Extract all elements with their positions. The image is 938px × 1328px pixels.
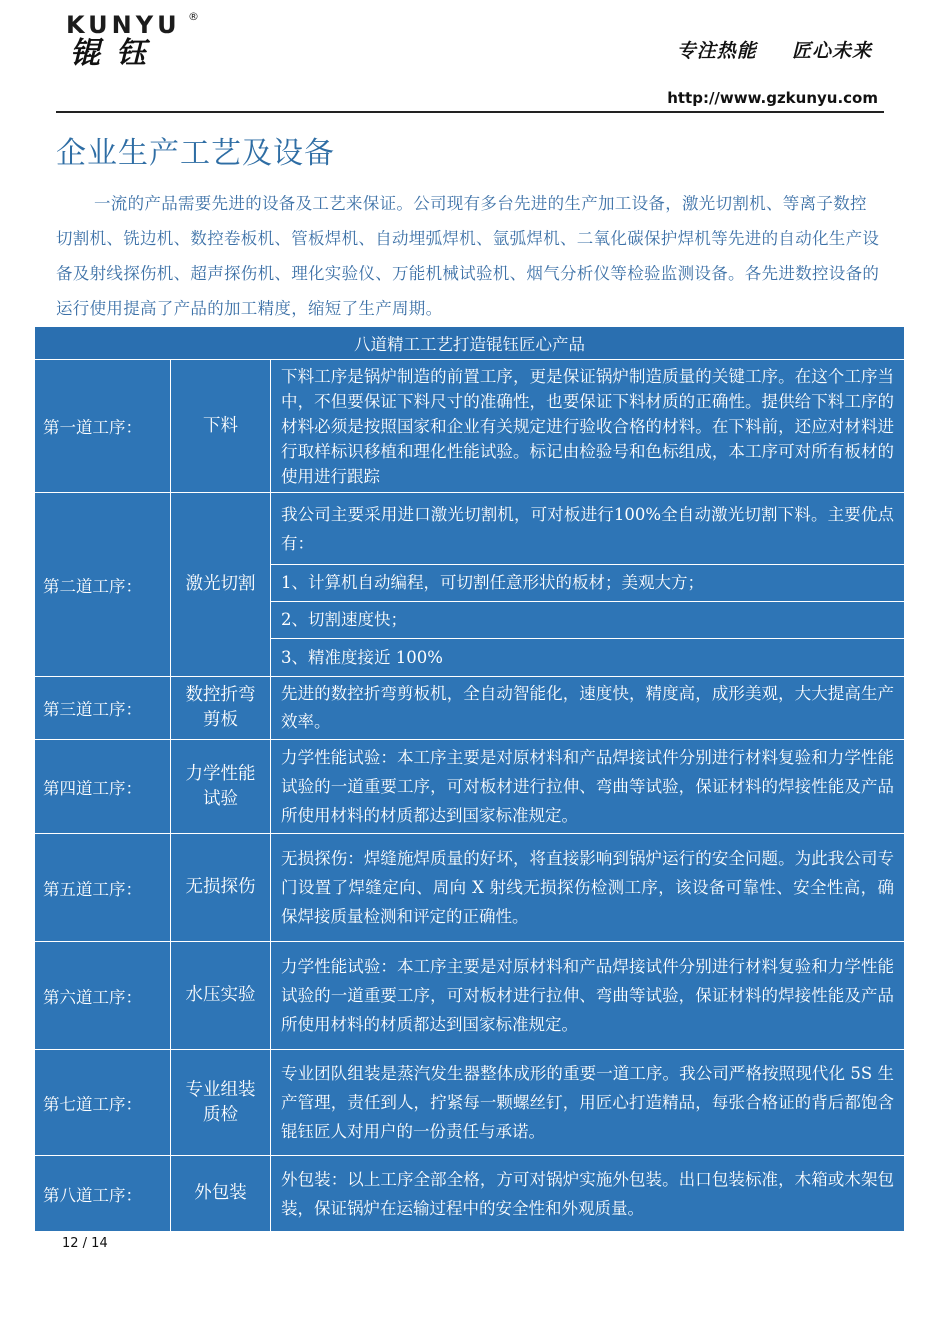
logo-chinese-text: 锟钰 [70,36,162,71]
step-label: 第五道工序： [35,834,171,942]
step-label: 第六道工序： [35,942,171,1050]
table-row [35,1156,905,1232]
website-url[interactable]: http://www.gzkunyu.com [667,89,878,107]
step-label: 第三道工序： [35,677,171,740]
company-logo [66,10,206,72]
header-divider [56,111,884,113]
table-row [35,1050,905,1156]
step-label: 第四道工序： [35,740,171,834]
table-caption-row [35,327,905,360]
step-name: 力学性能试验 [171,740,271,834]
step-description: 下料工序是锅炉制造的前置工序，更是保证锅炉制造质量的关键工序。在这个工序当中，不但要保证下料尺寸的准确性，也要保证下料材质的正确性。提供给下料工序的材料必须是按照国家和企业有关规定进行验收合格的材料。在下料前，还应对材料进行取样标识移植和理化性能试验。标记由检验号和色标组成，本工序可对所有板材的使用进行跟踪 [271,360,905,493]
step-label: 第二道工序： [35,493,171,677]
table-row [35,677,905,740]
step-name: 水压实验 [171,942,271,1050]
company-slogan: 专注热能 匠心未来 [676,40,872,62]
table-row [35,740,905,834]
step-description: 无损探伤：焊缝施焊质量的好坏，将直接影响到锅炉运行的安全问题。为此我公司专门设置了焊缝定向、周向 X 射线无损探伤检测工序，该设备可靠性、安全性高，确保焊接质量检测和评定的正确性。 [271,834,905,942]
step-point: 2、切割速度快； [271,602,905,639]
step-label: 第七道工序： [35,1050,171,1156]
process-table [34,326,905,1232]
step-name: 外包装 [171,1156,271,1232]
step-description: 力学性能试验：本工序主要是对原材料和产品焊接试件分别进行材料复验和力学性能试验的一道重要工序，可对板材进行拉伸、弯曲等试验，保证材料的焊接性能及产品所使用材料的材质都达到国家标准规定。 [271,740,905,834]
step-description: 先进的数控折弯剪板机，全自动智能化，速度快，精度高，成形美观，大大提高生产效率。 [271,677,905,740]
step-name: 数控折弯剪板 [171,677,271,740]
step-name: 激光切割 [171,493,271,677]
table-row [35,942,905,1050]
table-row [35,834,905,942]
step-name: 专业组装质检 [171,1050,271,1156]
step-label: 第八道工序： [35,1156,171,1232]
table-caption: 八道精工工艺打造锟钰匠心产品 [35,327,905,360]
step-description: 力学性能试验：本工序主要是对原材料和产品焊接试件分别进行材料复验和力学性能试验的一道重要工序，可对板材进行拉伸、弯曲等试验，保证材料的焊接性能及产品所使用材料的材质都达到国家标准规定。 [271,942,905,1050]
step-description: 专业团队组装是蒸汽发生器整体成形的重要一道工序。我公司严格按照现代化 5S 生产管理，责任到人，拧紧每一颗螺丝钉，用匠心打造精品，每张合格证的背后都饱含锟钰匠人对用户的一份责任与承诺。 [271,1050,905,1156]
step-point: 1、计算机自动编程，可切割任意形状的板材；美观大方； [271,565,905,602]
step-description: 外包装：以上工序全部全格，方可对锅炉实施外包装。出口包装标准，木箱或木架包装，保证锅炉在运输过程中的安全性和外观质量。 [271,1156,905,1232]
table-row [35,493,905,565]
table-row [35,360,905,493]
step-description: 我公司主要采用进口激光切割机，可对板进行100%全自动激光切割下料。主要优点有： [271,493,905,565]
registered-mark: ® [188,10,199,23]
page-number: 12 / 14 [62,1236,108,1251]
step-name: 无损探伤 [171,834,271,942]
intro-paragraph: 一流的产品需要先进的设备及工艺来保证。公司现有多台先进的生产加工设备，激光切割机、等离子数控切割机、铣边机、数控卷板机、管板焊机、自动埋弧焊机、氩弧焊机、二氧化碳保护焊机等先进的自动化生产设备及射线探伤机、超声探伤机、理化实验仪、万能机械试验机、烟气分析仪等检验监测设备。各先进数控设备的运行使用提高了产品的加工精度，缩短了生产周期。 [56,194,880,318]
step-label: 第一道工序： [35,360,171,493]
step-name: 下料 [171,360,271,493]
logo-latin-text: KUNYU [66,11,181,39]
page-title: 企业生产工艺及设备 [56,136,335,171]
step-point: 3、精准度接近 100% [271,639,905,677]
